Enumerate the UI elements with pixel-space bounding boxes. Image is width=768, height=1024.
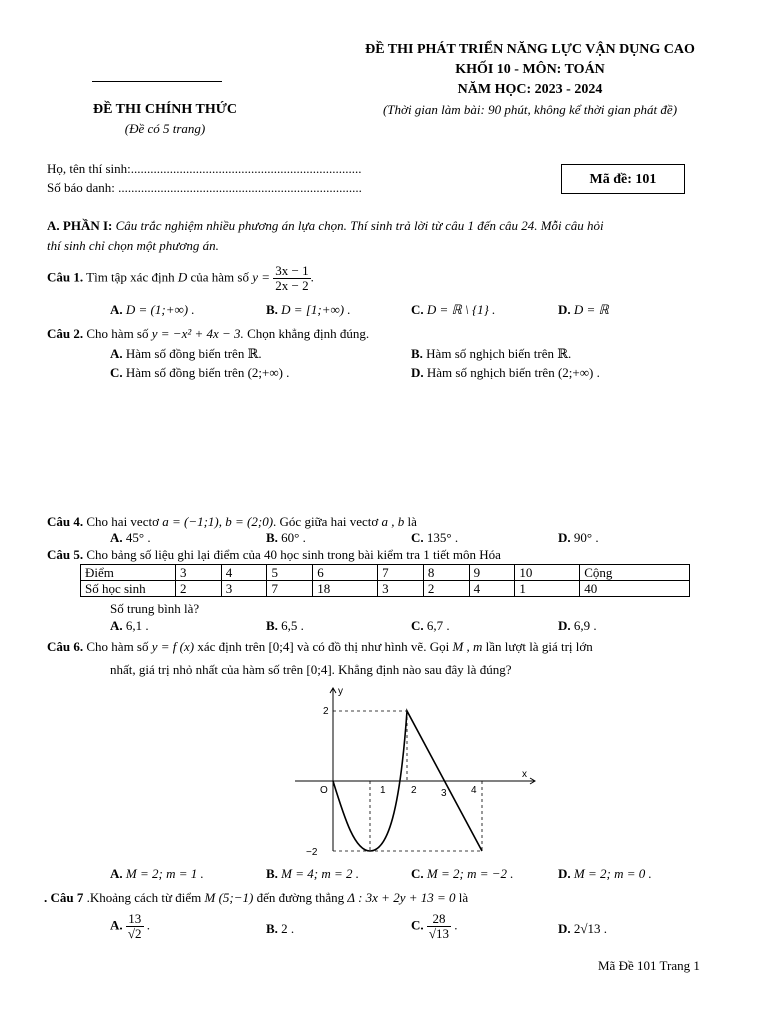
q6-text3: và có đồ thị như hình vẽ. Gọi — [293, 639, 453, 654]
table-cell: 2 — [423, 581, 469, 597]
question-5 — [47, 547, 501, 563]
question-4 — [47, 514, 417, 530]
q5-after: Số trung bình là? — [110, 601, 200, 616]
q5-option-a[interactable] — [110, 618, 149, 634]
option-letter: D. — [558, 921, 571, 936]
section-intro — [47, 218, 727, 234]
option-letter: D. — [411, 365, 424, 380]
table-cell: 3 — [176, 565, 222, 581]
q1-num: 3x − 1 — [275, 263, 309, 278]
option-text: D = [1;+∞) . — [281, 302, 351, 317]
q4-vector-a: a = (−1;1) — [162, 514, 219, 529]
q7-c-den: √13 — [428, 926, 450, 941]
q7-text: .Khoảng cách từ điểm — [83, 890, 205, 905]
q6-text2: xác định trên — [194, 639, 269, 654]
q6-option-b[interactable] — [266, 866, 359, 882]
option-text: M = 4; m = 2 . — [281, 866, 360, 881]
tick-label-1: 1 — [380, 785, 386, 796]
exam-code-box: Mã đề: 101 — [561, 164, 685, 194]
q1-option-d[interactable] — [558, 302, 609, 318]
option-letter: D. — [558, 618, 571, 633]
option-text: D = ℝ \ {1} . — [426, 302, 496, 317]
q2-option-d[interactable] — [411, 365, 600, 381]
page-footer: Mã Đề 101 Trang 1 — [598, 958, 700, 973]
option-text: Hàm số đồng biến trên (2;+∞) . — [125, 365, 290, 380]
section-text: Câu trắc nghiệm nhiều phương án lựa chọn. Thí sinh trả lời từ câu 1 đến câu 24. Mỗi câu hỏi — [112, 218, 604, 233]
origin-label: O — [320, 785, 328, 796]
option-text: 90° . — [573, 530, 599, 545]
page-count: (Đề có 5 trang) — [124, 121, 206, 136]
q7-option-b[interactable] — [266, 921, 294, 937]
q2-option-c[interactable] — [110, 365, 289, 381]
q4-vectors: a , b — [381, 514, 405, 529]
option-letter: C. — [411, 917, 424, 933]
option-text: M = 2; m = −2 . — [426, 866, 514, 881]
q6-label: Câu 6. — [47, 639, 84, 654]
q7-a-fraction — [126, 912, 144, 941]
section-text-2: thí sinh chỉ chọn một phương án. — [47, 238, 219, 253]
option-letter: A. — [110, 618, 123, 633]
question-1: Câu 1. Tìm tập xác định D của hàm số y = $\frac{3x - 1}{2x - 2}$ . — [47, 263, 314, 293]
q5-option-c[interactable] — [411, 618, 450, 634]
q6-line2a: nhất, giá trị nhỏ nhất của hàm số trên — [110, 662, 307, 677]
q6-text4: lần lượt là giá trị lớn — [482, 639, 593, 654]
q1-option-c[interactable] — [411, 302, 495, 318]
option-text: M = 2; m = 0 . — [573, 866, 652, 881]
q4-option-d[interactable] — [558, 530, 599, 546]
table-cell: 8 — [423, 565, 469, 581]
exam-title: ĐỀ THI PHÁT TRIỂN NĂNG LỰC VẬN DỤNG CAO — [365, 42, 695, 57]
q4-text2: . Góc giữa hai vectơ — [273, 514, 382, 529]
option-text: D = (1;+∞) . — [125, 302, 195, 317]
table-cell: 3 — [378, 581, 424, 597]
question-2 — [47, 326, 369, 342]
option-letter: B. — [411, 346, 423, 361]
name-field[interactable]: Họ, tên thí sinh:....................................................................... — [47, 161, 362, 176]
option-letter: B. — [266, 921, 278, 936]
option-letter: D. — [558, 530, 571, 545]
score-table — [80, 564, 690, 597]
q1-option-b[interactable] — [266, 302, 351, 318]
option-text: 6,7 . — [426, 618, 450, 633]
header-rule — [92, 81, 222, 82]
option-text: 6,5 . — [281, 618, 304, 633]
option-text: 135° . — [426, 530, 459, 545]
q5-label: Câu 5. — [47, 547, 84, 562]
option-letter: C. — [411, 618, 424, 633]
official-label: ĐỀ THI CHÍNH THỨC — [92, 102, 238, 117]
q4-option-c[interactable] — [411, 530, 458, 546]
q4-option-b[interactable] — [266, 530, 306, 546]
option-letter: C. — [411, 530, 424, 545]
option-letter: B. — [266, 302, 278, 317]
option-letter: A. — [110, 917, 123, 933]
q5-option-b[interactable] — [266, 618, 304, 634]
option-text: 6,1 . — [125, 618, 149, 633]
tick-label-3: 3 — [441, 788, 447, 799]
q4-vector-b: , b = (2;0) — [218, 514, 274, 529]
question-6-line-2 — [110, 662, 511, 678]
table-cell: 4 — [469, 581, 515, 597]
q7-option-a[interactable]: A. $\frac{13}{√2}$ . — [110, 911, 151, 941]
q1-label: Câu 1. — [47, 269, 84, 285]
option-text: D = ℝ — [573, 302, 609, 317]
q7-label: . Câu 7 — [44, 890, 84, 905]
table-cell: 7 — [267, 581, 313, 597]
q2-fn: y = −x² + 4x − 3. — [151, 326, 244, 341]
q4-text: Cho hai vectơ — [83, 514, 163, 529]
q5-text: Cho bảng số liệu ghi lại điểm của 40 học sinh trong bài kiểm tra 1 tiết môn Hóa — [83, 547, 501, 562]
tick-label-y2: 2 — [323, 706, 329, 717]
question-7 — [44, 890, 468, 906]
option-text: Hàm số đồng biến trên ℝ. — [125, 346, 262, 361]
q7-a-num: 13 — [126, 912, 144, 927]
exam-grade: KHỐI 10 - MÔN: TOÁN — [455, 62, 605, 77]
q7-option-c[interactable]: C. $\frac{28}{√13}$ . — [411, 911, 458, 941]
q1-den: 2x − 2 — [275, 278, 309, 293]
x-axis-label: x — [522, 769, 527, 780]
option-letter: C. — [411, 866, 424, 881]
option-text: 60° . — [281, 530, 306, 545]
q6-text: Cho hàm số — [83, 639, 152, 654]
q5-option-d[interactable] — [558, 618, 597, 634]
q7-c-fraction — [427, 912, 451, 941]
table-cell: Cộng — [580, 565, 690, 581]
q7-line: Δ : 3x + 2y + 13 = 0 — [347, 890, 456, 905]
q6-mm: M , m — [452, 639, 483, 654]
q7-a-den: √2 — [127, 926, 142, 941]
option-letter: D. — [558, 866, 571, 881]
option-letter: A. — [110, 866, 123, 881]
q2-option-a[interactable] — [110, 346, 262, 362]
q1-option-a[interactable] — [110, 302, 195, 318]
graph-axes — [295, 688, 535, 851]
q4-label: Câu 4. — [47, 514, 84, 529]
section-label: A. PHẦN I: — [47, 218, 113, 233]
option-text: 6,9 . — [573, 618, 597, 633]
table-cell: 40 — [580, 581, 690, 597]
y-axis-label: y — [338, 686, 343, 697]
q7-c-num: 28 — [427, 912, 451, 927]
table-cell: 7 — [378, 565, 424, 581]
q6-option-c[interactable] — [411, 866, 514, 882]
tick-label-4: 4 — [471, 785, 477, 796]
option-letter: A. — [110, 302, 123, 317]
q6-option-d[interactable] — [558, 866, 652, 882]
q6-domain-2: [0;4] — [306, 662, 332, 677]
question-6 — [47, 639, 593, 655]
id-field[interactable]: Số báo danh: ........................................................................... — [47, 180, 362, 195]
table-cell: 6 — [313, 565, 378, 581]
option-text: 45° . — [125, 530, 151, 545]
q7-text2: đến đường thẳng — [253, 890, 348, 905]
q1-var: D — [177, 269, 188, 285]
q1-text2: của hàm số — [187, 269, 253, 285]
table-cell: 18 — [313, 581, 378, 597]
table-cell: 10 — [515, 565, 580, 581]
table-cell: 9 — [469, 565, 515, 581]
table-cell: 1 — [515, 581, 580, 597]
q6-fn: y = f (x) — [151, 639, 195, 654]
table-cell: Điểm — [81, 565, 176, 581]
q6-option-a[interactable] — [110, 866, 204, 882]
option-letter: B. — [266, 866, 278, 881]
q1-text: Tìm tập xác định — [83, 269, 178, 285]
option-text: Hàm số nghịch biến trên ℝ. — [426, 346, 572, 361]
table-cell: Số học sinh — [81, 581, 176, 597]
option-letter: A. — [110, 530, 123, 545]
table-row — [81, 565, 690, 581]
q1-fraction — [273, 264, 310, 293]
option-text: M = 2; m = 1 . — [125, 866, 204, 881]
option-letter: C. — [110, 365, 123, 380]
exam-time: (Thời gian làm bài: 90 phút, không kể thời gian phát đề) — [382, 102, 678, 117]
function-graph — [290, 680, 550, 862]
tick-label-ym2: −2 — [306, 847, 318, 858]
q7-point: M (5;−1) — [204, 890, 254, 905]
option-letter: C. — [411, 302, 424, 317]
tick-label-2: 2 — [411, 785, 417, 796]
option-letter: B. — [266, 618, 278, 633]
option-letter: D. — [558, 302, 571, 317]
option-letter: A. — [110, 346, 123, 361]
table-cell: 4 — [221, 565, 267, 581]
q1-fn: y = — [252, 269, 271, 285]
q6-domain: [0;4] — [268, 639, 294, 654]
q6-line2b: . Khẳng định nào sau đây là đúng? — [331, 662, 512, 677]
q7-text3: là — [455, 890, 469, 905]
q2-text: Cho hàm số — [83, 326, 152, 341]
q4-option-a[interactable] — [110, 530, 151, 546]
option-text: 2√13 . — [573, 921, 608, 936]
table-cell: 5 — [267, 565, 313, 581]
table-row — [81, 581, 690, 597]
q7-option-d[interactable] — [558, 921, 607, 937]
q2-option-b[interactable] — [411, 346, 571, 362]
option-letter: B. — [266, 530, 278, 545]
q2-text2: Chọn khẳng định đúng. — [243, 326, 370, 341]
option-text: Hàm số nghịch biến trên (2;+∞) . — [426, 365, 600, 380]
q4-text3: là — [404, 514, 417, 529]
exam-year: NĂM HỌC: 2023 - 2024 — [457, 82, 603, 97]
q2-label: Câu 2. — [47, 326, 84, 341]
table-cell: 2 — [176, 581, 222, 597]
option-text: 2 . — [281, 921, 295, 936]
table-cell: 3 — [221, 581, 267, 597]
